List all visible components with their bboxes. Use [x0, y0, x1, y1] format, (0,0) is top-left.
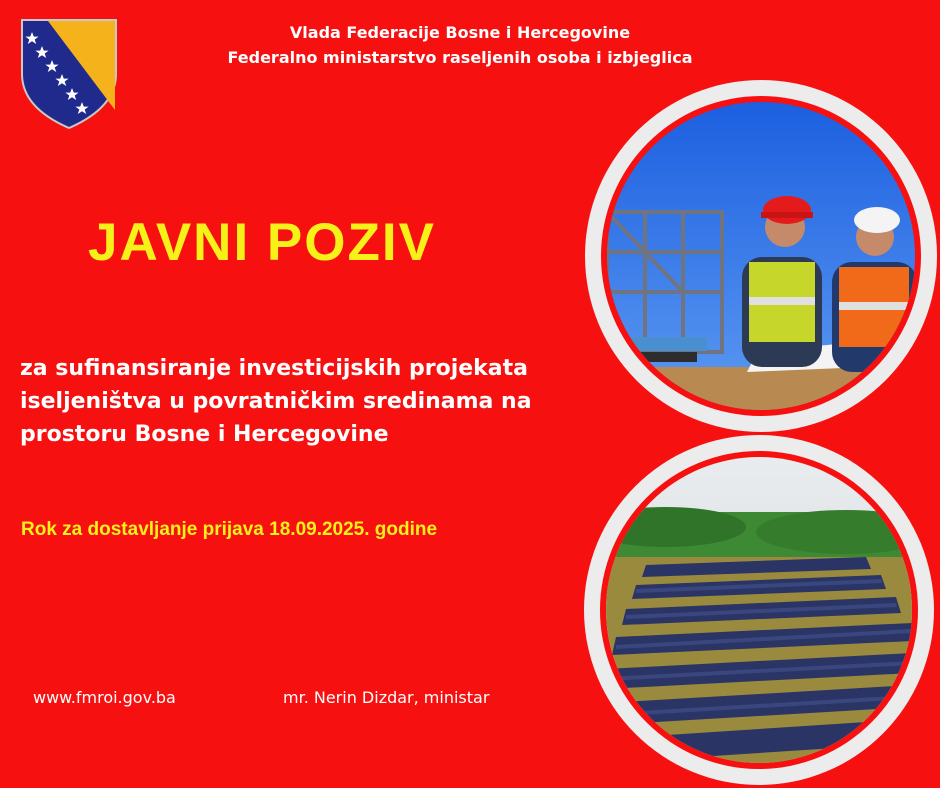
header — [180, 20, 740, 70]
construction-photo-frame — [585, 80, 937, 432]
subtitle-line-3: prostoru Bosne i Hercegovine — [20, 422, 389, 447]
subtitle — [20, 352, 620, 451]
bosnia-herzegovina-coat-of-arms-icon — [20, 18, 118, 130]
deadline-text: Rok za dostavljanje prijava 18.09.2025. godine — [21, 519, 438, 540]
page-title: JAVNI POZIV — [88, 213, 436, 272]
ministry-name: Federalno ministarstvo raseljenih osoba i izbjeglica — [227, 48, 693, 67]
solar-farm-photo — [606, 457, 912, 763]
solar-photo-frame — [584, 435, 934, 785]
subtitle-line-2: iseljeništva u povratničkim sredinama na — [20, 389, 532, 414]
minister-signature: mr. Nerin Dizdar, ministar — [283, 688, 490, 707]
subtitle-line-1: za sufinansiranje investicijskih projekata — [20, 356, 528, 381]
government-name: Vlada Federacije Bosne i Hercegovine — [289, 23, 631, 42]
construction-workers-photo — [607, 102, 915, 410]
website-link[interactable]: www.fmroi.gov.ba — [33, 688, 176, 707]
